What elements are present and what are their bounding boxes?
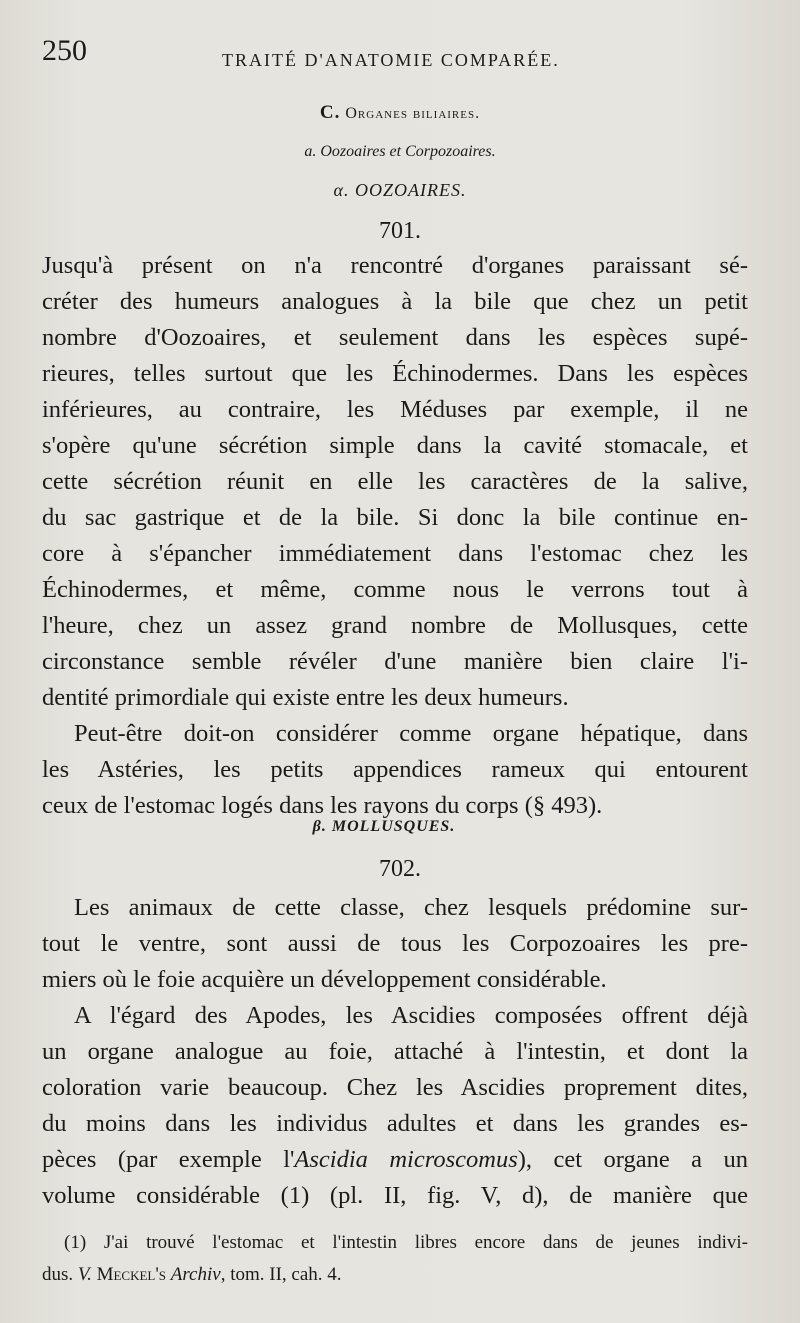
text-line: volume considérable (1) (pl. II, fig. V, d), de manière que [42, 1182, 748, 1209]
subheading-beta: β. MOLLUSQUES. [312, 818, 456, 835]
text-line: s'opère qu'une sécrétion simple dans la cavité stomacale, et [42, 432, 748, 459]
species-name: Ascidia microscomus [294, 1146, 518, 1173]
text-line [42, 1146, 748, 1174]
text-line: core à s'épancher immédiatement dans l'estomac chez les [42, 540, 748, 567]
text-segment: ), cet organe a un [517, 1146, 748, 1173]
page-number: 250 [42, 34, 87, 67]
journal-title: Archiv [170, 1264, 221, 1285]
text-line: cette sécrétion réunit en elle les caractères de la salive, [42, 468, 748, 495]
text-line: les Astéries, les petits appendices rameux qui entourent [42, 756, 748, 783]
text-line: l'heure, chez un assez grand nombre de Mollusques, cette [42, 612, 748, 639]
subheading-alpha: α. OOZOAIRES. [333, 180, 467, 200]
text-line: ceux de l'estomac logés dans les rayons du corps (§ 493). [42, 792, 603, 819]
footnote-line [42, 1264, 726, 1286]
subsection-title: a. Oozoaires et Corpozoaires. [304, 143, 496, 160]
text-line: miers où le foie acquière un développement considérable. [42, 966, 607, 993]
section-title: Organes biliaires. [345, 105, 481, 122]
author-initial: V. [77, 1264, 92, 1285]
footnote-text: dus. [42, 1264, 78, 1285]
paragraph-number-702: 702. [379, 856, 421, 882]
text-segment: pèces (par exemple l' [42, 1146, 295, 1173]
text-line: Échinodermes, et même, comme nous le verrons tout à [42, 576, 748, 603]
text-line: créter des humeurs analogues à la bile que chez un petit [42, 288, 748, 315]
text-line: Peut-être doit-on considérer comme organe hépatique, dans [74, 720, 748, 747]
text-line: du moins dans les individus adultes et dans les grandes es- [42, 1110, 748, 1137]
text-line: un organe analogue au foie, attaché à l'intestin, et dont la [42, 1038, 748, 1065]
text-line: circonstance semble révéler d'une manière bien claire l'i- [42, 648, 748, 675]
running-title: TRAITÉ D'ANATOMIE COMPARÉE. [222, 50, 560, 70]
text-line: Jusqu'à présent on n'a rencontré d'organes paraissant sé- [42, 252, 748, 279]
text-line: tout le ventre, sont aussi de tous les Corpozoaires les pre- [42, 930, 748, 957]
subsection-heading-a [0, 143, 800, 161]
section-heading-c [0, 102, 800, 124]
section-letter: C. [319, 102, 341, 123]
text-line: inférieures, au contraire, les Méduses par exemple, il ne [42, 396, 748, 423]
text-line: A l'égard des Apodes, les Ascidies composées offrent déjà [74, 1002, 748, 1029]
paragraph-number-701: 701. [379, 218, 421, 244]
text-line: du sac gastrique et de la bile. Si donc la bile continue en- [42, 504, 748, 531]
footnote-text: , tom. II, cah. 4. [220, 1264, 342, 1285]
text-line: nombre d'Oozoaires, et seulement dans les espèces supé- [42, 324, 748, 351]
author-name: Meckel's [91, 1264, 171, 1285]
text-line: Les animaux de cette classe, chez lesquels prédomine sur- [74, 894, 748, 921]
footnote-line: (1) J'ai trouvé l'estomac et l'intestin libres encore dans de jeunes indivi- [64, 1232, 748, 1253]
text-line: coloration varie beaucoup. Chez les Ascidies proprement dites, [42, 1074, 748, 1101]
text-line: dentité primordiale qui existe entre les deux humeurs. [42, 684, 569, 711]
text-line: rieures, telles surtout que les Échinodermes. Dans les espèces [42, 360, 748, 387]
